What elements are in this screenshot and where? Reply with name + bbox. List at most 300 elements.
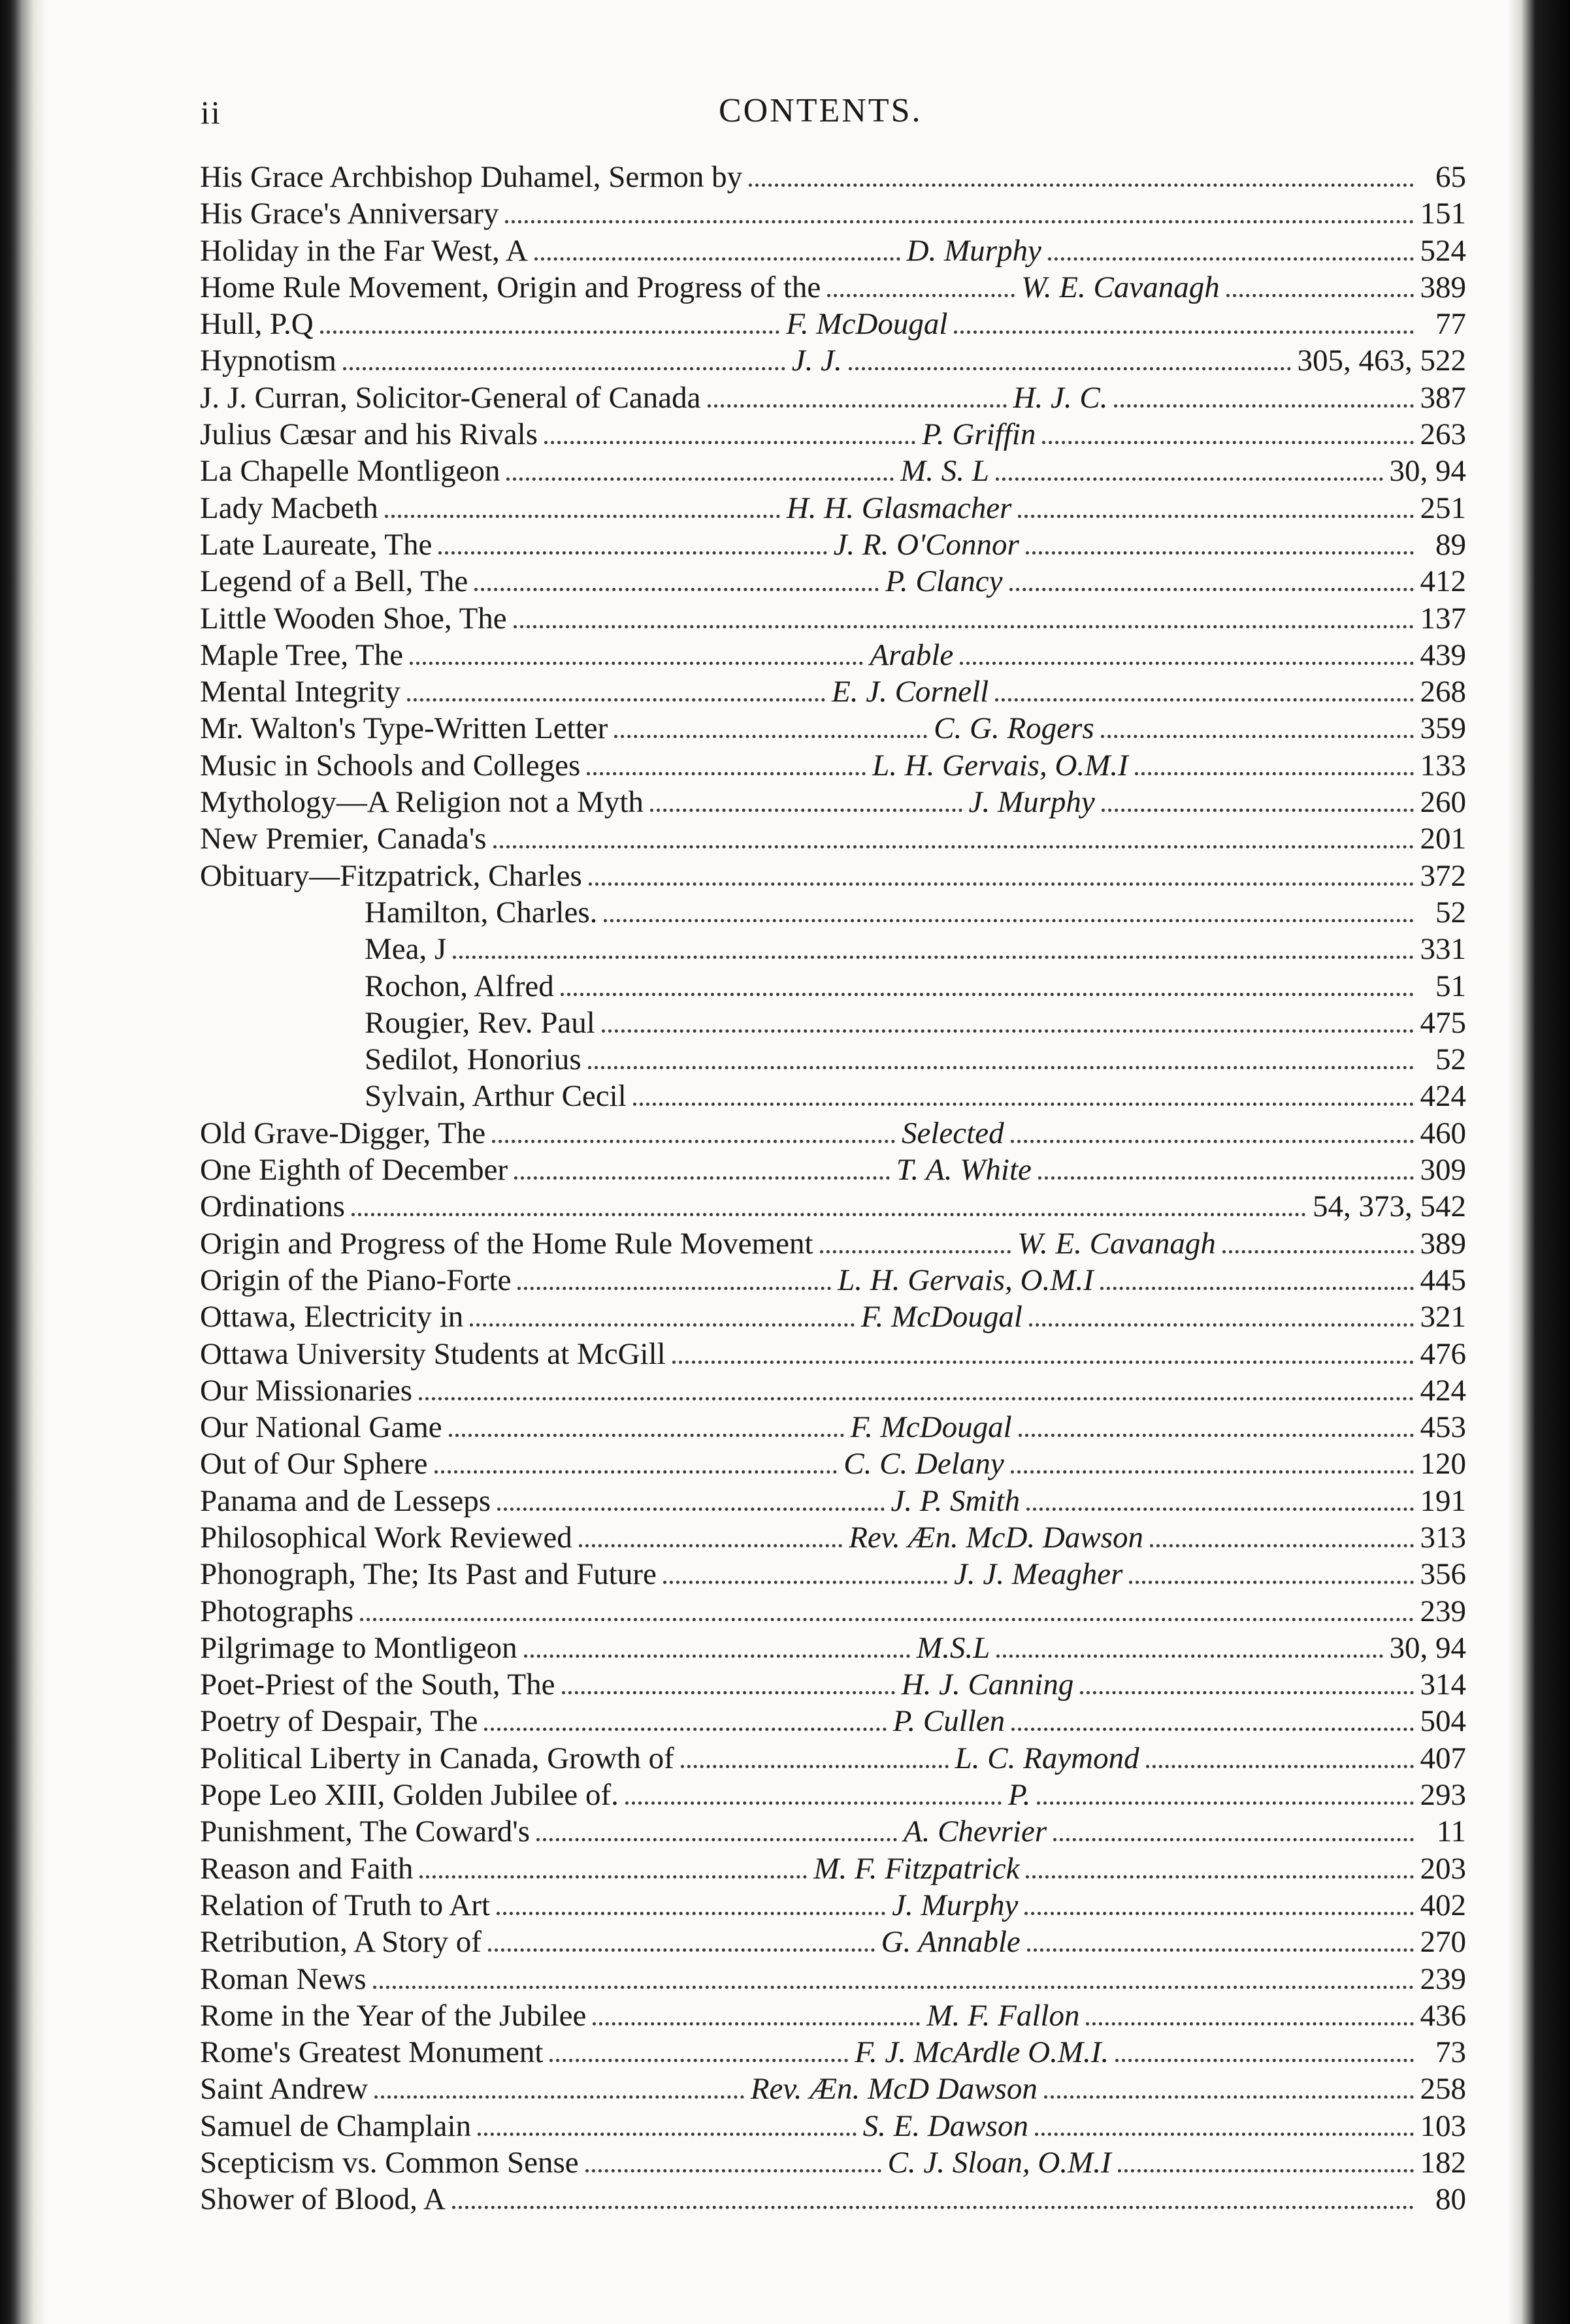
entry-author: S. E. Dawson (862, 2108, 1028, 2143)
entry-author: J. Murphy (968, 785, 1095, 820)
entry-author: M. S. L (900, 454, 989, 489)
entry-title: Hull, P.Q (200, 307, 314, 342)
contents-entry (200, 1005, 1466, 1041)
dot-leader (506, 474, 894, 481)
entry-title: Rome's Greatest Monument (200, 2035, 544, 2070)
entry-author: H. J. C. (1013, 380, 1108, 415)
dot-leader (517, 1283, 831, 1290)
dot-leader (1048, 254, 1414, 261)
dot-leader (1038, 1173, 1414, 1180)
entry-pages: 260 (1420, 785, 1466, 820)
contents-entry (200, 637, 1466, 673)
dot-leader (561, 990, 1414, 996)
entry-title: Holiday in the Far West, A (200, 233, 528, 268)
contents-entry (200, 1188, 1466, 1225)
entry-author: Selected (902, 1116, 1004, 1150)
contents-entry (200, 600, 1466, 637)
contents-entry (200, 894, 1466, 931)
contents-entry (200, 1225, 1466, 1262)
entry-pages: 103 (1420, 2108, 1467, 2143)
entry-author: P. Clancy (885, 564, 1003, 599)
dot-leader (827, 291, 1015, 297)
dot-leader (407, 695, 825, 702)
dot-leader (1026, 548, 1414, 555)
entry-pages: 80 (1435, 2182, 1466, 2217)
contents-entry (200, 195, 1466, 232)
dot-leader (749, 180, 1414, 187)
contents-entry (200, 342, 1466, 379)
entry-title: Maple Tree, The (200, 637, 404, 672)
entry-pages: 30, 94 (1389, 454, 1466, 489)
entry-author: G. Annable (881, 1925, 1021, 1960)
contents-entry (200, 490, 1466, 526)
dot-leader (497, 1504, 884, 1511)
dot-leader (625, 1798, 1002, 1805)
dot-leader (1146, 1762, 1414, 1768)
entry-author: P. Griffin (922, 417, 1036, 452)
entry-pages: 65 (1435, 160, 1466, 194)
dot-leader (1044, 2092, 1414, 2099)
entry-pages: 51 (1435, 969, 1466, 1003)
entry-author: L. C. Raymond (955, 1741, 1139, 1775)
entry-title: New Premier, Canada's (200, 822, 487, 856)
entry-pages: 407 (1420, 1741, 1467, 1775)
dot-leader (1115, 2056, 1414, 2062)
dot-leader (663, 1577, 947, 1584)
entry-author: J. P. Smith (891, 1483, 1021, 1518)
entry-author: W. E. Cavanagh (1017, 1226, 1216, 1261)
entry-pages: 251 (1420, 491, 1466, 525)
contents-entry (200, 2144, 1466, 2181)
entry-pages: 203 (1420, 1851, 1467, 1886)
entry-pages: 331 (1420, 932, 1466, 967)
dot-leader (470, 1320, 855, 1327)
entry-pages: 239 (1420, 1594, 1466, 1628)
dot-leader (1086, 2019, 1413, 2025)
contents-entry (200, 1041, 1466, 1078)
dot-leader (1009, 585, 1414, 591)
dot-leader (614, 732, 927, 738)
dot-leader (602, 1026, 1414, 1033)
contents-entry (200, 673, 1466, 710)
dot-leader (579, 1541, 843, 1547)
contents-entry (200, 1777, 1466, 1813)
contents-entry (200, 2071, 1466, 2107)
entry-title: Poetry of Despair, The (200, 1704, 478, 1739)
dot-leader (1026, 1872, 1413, 1879)
page-title: CONTENTS. (719, 92, 923, 129)
dot-leader (434, 1467, 838, 1474)
entry-author: L. H. Gervais, O.M.I (838, 1263, 1094, 1297)
contents-entry (200, 1483, 1466, 1519)
entry-title: Legend of a Bell, The (200, 564, 468, 599)
entry-title: Mythology—A Religion not a Myth (200, 785, 644, 820)
entry-author: M.S.L (916, 1630, 990, 1665)
entry-title: Mea, J (365, 932, 447, 967)
dot-leader (1101, 732, 1414, 738)
entry-title: Home Rule Movement, Origin and Progress of the (200, 270, 821, 304)
entry-pages: 120 (1420, 1447, 1466, 1481)
contents-entry (200, 968, 1466, 1005)
dot-leader (492, 1137, 895, 1143)
entry-pages: 239 (1420, 1961, 1466, 1996)
contents-list (200, 159, 1466, 2218)
entry-pages: 314 (1420, 1668, 1467, 1702)
contents-entry (200, 563, 1466, 600)
contents-entry (200, 159, 1466, 195)
entry-title: Rochon, Alfred (365, 969, 554, 1003)
dot-leader (343, 364, 785, 370)
entry-author: Rev. Æn. McD. Dawson (849, 1520, 1143, 1555)
dot-leader (1029, 1320, 1414, 1327)
dot-leader (960, 658, 1413, 665)
dot-leader (419, 1872, 807, 1879)
entry-title: Ordinations (200, 1189, 345, 1224)
contents-entry (200, 1961, 1466, 1997)
entry-title: Obituary—Fitzpatrick, Charles (200, 858, 582, 893)
entry-pages: 424 (1420, 1373, 1466, 1408)
entry-pages: 309 (1420, 1153, 1467, 1187)
contents-entry (200, 931, 1466, 967)
dot-leader (1114, 401, 1413, 408)
entry-pages: 305, 463, 522 (1297, 344, 1466, 378)
entry-title: Hamilton, Charles. (365, 895, 598, 929)
dot-leader (996, 474, 1383, 481)
entry-author: M. F. Fitzpatrick (813, 1851, 1020, 1886)
entry-pages: 137 (1420, 601, 1466, 636)
contents-entry (200, 2108, 1466, 2144)
entry-pages: 412 (1420, 564, 1466, 599)
entry-author: L. H. Gervais, O.M.I (872, 748, 1128, 783)
contents-entry (200, 747, 1466, 784)
dot-leader (1011, 1137, 1414, 1143)
entry-pages: 321 (1420, 1300, 1466, 1334)
entry-pages: 359 (1420, 711, 1466, 746)
entry-title: Origin and Progress of the Home Rule Movement (200, 1226, 813, 1261)
dot-leader (320, 327, 780, 334)
entry-author: Arable (870, 637, 954, 672)
entry-pages: 293 (1420, 1778, 1467, 1813)
dot-leader (474, 585, 879, 591)
entry-title: Saint Andrew (200, 2072, 368, 2106)
dot-leader (1024, 1909, 1413, 1915)
entry-pages: 436 (1420, 1998, 1467, 2033)
dot-leader (524, 1651, 910, 1658)
dot-leader (585, 2166, 881, 2172)
entry-title: Old Grave-Digger, The (200, 1116, 486, 1150)
dot-leader (587, 769, 866, 775)
dot-leader (1135, 769, 1414, 775)
entry-title: Sylvain, Arthur Cecil (365, 1079, 627, 1114)
dot-leader (1026, 1504, 1413, 1511)
dot-leader (672, 1357, 1414, 1364)
contents-entry (200, 306, 1466, 342)
entry-title: Mental Integrity (200, 675, 401, 709)
dot-leader (1150, 1541, 1414, 1547)
entry-pages: 201 (1420, 822, 1466, 856)
dot-leader (438, 548, 826, 555)
contents-entry (200, 1152, 1466, 1188)
contents-entry (200, 710, 1466, 747)
entry-author: Rev. Æn. McD Dawson (750, 2072, 1038, 2106)
contents-entry (200, 1409, 1466, 1445)
entry-pages: 504 (1420, 1704, 1467, 1739)
dot-leader (604, 916, 1414, 922)
entry-pages: 313 (1420, 1520, 1466, 1555)
entry-pages: 356 (1420, 1557, 1466, 1592)
dot-leader (1129, 1577, 1413, 1584)
dot-leader (549, 2056, 848, 2062)
entry-title: Ottawa, Electricity in (200, 1300, 464, 1334)
dot-leader (1035, 2129, 1414, 2136)
dot-leader (360, 1615, 1414, 1621)
dot-leader (478, 2129, 857, 2136)
entry-pages: 372 (1420, 858, 1466, 893)
entry-title: Roman News (200, 1961, 367, 1996)
entry-title: Julius Cæsar and his Rivals (200, 417, 538, 452)
dot-leader (1019, 1430, 1414, 1437)
contents-entry (200, 1813, 1466, 1850)
entry-author: F. McDougal (850, 1410, 1012, 1445)
entry-pages: 191 (1420, 1483, 1467, 1518)
dot-leader (681, 1762, 949, 1768)
dot-leader (820, 1247, 1011, 1253)
dot-leader (633, 1099, 1414, 1106)
entry-pages: 424 (1420, 1079, 1466, 1114)
dot-leader (449, 1430, 844, 1437)
dot-leader (849, 364, 1291, 370)
entry-title: Origin of the Piano-Forte (200, 1263, 512, 1297)
dot-leader (514, 1173, 890, 1180)
entry-pages: 460 (1420, 1116, 1467, 1150)
dot-leader (954, 327, 1414, 334)
dot-leader (534, 254, 900, 261)
entry-title: Rome in the Year of the Jubilee (200, 1998, 587, 2033)
contents-entry (200, 379, 1466, 416)
contents-entry (200, 1593, 1466, 1630)
entry-title: Ottawa University Students at McGill (200, 1336, 666, 1371)
dot-leader (1226, 291, 1414, 297)
contents-entry (200, 2181, 1466, 2218)
dot-leader (410, 658, 863, 665)
dot-leader (488, 1945, 875, 1952)
entry-author: F. McDougal (786, 307, 948, 342)
entry-title: La Chapelle Montligeon (200, 454, 500, 489)
contents-entry (200, 1630, 1466, 1666)
entry-pages: 77 (1435, 307, 1467, 342)
entry-title: Out of Our Sphere (200, 1447, 428, 1481)
entry-title: Political Liberty in Canada, Growth of (200, 1741, 674, 1775)
entry-author: F. J. McArdle O.M.I. (855, 2035, 1109, 2070)
dot-leader (1102, 805, 1414, 812)
right-page-edge (1508, 0, 1570, 2324)
dot-leader (484, 1724, 886, 1731)
contents-entry (200, 1299, 1466, 1335)
entry-title: Late Laureate, The (200, 527, 433, 562)
entry-title: Poet-Priest of the South, The (200, 1668, 555, 1702)
entry-title: J. J. Curran, Solicitor-General of Canada (200, 380, 701, 415)
dot-leader (493, 842, 1414, 848)
entry-author: P. Cullen (892, 1704, 1006, 1739)
entry-title: Lady Macbeth (200, 491, 378, 525)
entry-title: His Grace's Anniversary (200, 197, 499, 231)
dot-leader (589, 879, 1414, 886)
entry-author: C. C. Delany (843, 1447, 1004, 1481)
contents-entry (200, 1666, 1466, 1703)
entry-author: E. J. Cornell (832, 675, 989, 709)
dot-leader (1080, 1688, 1413, 1694)
contents-entry (200, 1887, 1466, 1924)
contents-entry (200, 416, 1466, 453)
entry-pages: 270 (1420, 1925, 1466, 1960)
entry-title: Samuel de Champlain (200, 2108, 472, 2143)
entry-title: His Grace Archbishop Duhamel, Sermon by (200, 160, 743, 194)
entry-title: Shower of Blood, A (200, 2182, 446, 2217)
dot-leader (536, 1835, 897, 1841)
entry-pages: 258 (1420, 2072, 1467, 2106)
dot-leader (995, 695, 1413, 702)
dot-leader (1053, 1835, 1414, 1841)
entry-pages: 475 (1420, 1005, 1466, 1040)
dot-leader (452, 2203, 1414, 2209)
entry-pages: 445 (1420, 1263, 1466, 1297)
contents-entry (200, 1703, 1466, 1739)
dot-leader (1037, 1798, 1413, 1805)
entry-title: Music in Schools and Colleges (200, 748, 581, 783)
entry-title: Sedilot, Honorius (365, 1042, 581, 1077)
entry-pages: 133 (1420, 748, 1467, 783)
entry-author: F. McDougal (860, 1300, 1022, 1334)
entry-pages: 439 (1420, 637, 1467, 672)
entry-title: Our Missionaries (200, 1373, 413, 1408)
dot-leader (1042, 438, 1413, 444)
dot-leader (1011, 1724, 1413, 1731)
entry-pages: 73 (1435, 2035, 1466, 2070)
entry-pages: 476 (1420, 1336, 1466, 1371)
contents-entry (200, 820, 1466, 857)
entry-pages: 11 (1436, 1815, 1466, 1849)
entry-pages: 182 (1420, 2146, 1467, 2180)
entry-pages: 402 (1420, 1888, 1467, 1922)
entry-pages: 263 (1420, 417, 1466, 452)
contents-entry (200, 1115, 1466, 1152)
contents-entry (200, 1078, 1466, 1114)
dot-leader (1018, 511, 1413, 518)
contents-entry (200, 1740, 1466, 1777)
entry-author: J. J. (791, 344, 842, 378)
entry-pages: 389 (1420, 270, 1467, 304)
entry-title: Hypnotism (200, 344, 336, 378)
dot-leader (497, 1909, 885, 1915)
entry-title: Little Wooden Shoe, The (200, 601, 507, 636)
entry-pages: 151 (1420, 197, 1466, 231)
entry-author: D. Murphy (906, 233, 1041, 268)
contents-entry (200, 1997, 1466, 2034)
entry-title: Scepticism vs. Common Sense (200, 2146, 579, 2180)
dot-leader (453, 952, 1413, 959)
entry-title: Reason and Faith (200, 1851, 414, 1886)
dot-leader (1222, 1247, 1414, 1253)
contents-entry (200, 526, 1466, 563)
contents-entry (200, 1519, 1466, 1556)
dot-leader (1027, 1945, 1414, 1952)
contents-entry (200, 233, 1466, 269)
dot-leader (593, 2019, 920, 2025)
contents-entry (200, 1372, 1466, 1409)
dot-leader (514, 622, 1414, 628)
dot-leader (419, 1394, 1413, 1400)
entry-pages: 524 (1420, 233, 1467, 268)
entry-title: Philosophical Work Reviewed (200, 1520, 572, 1555)
dot-leader (1011, 1467, 1414, 1474)
entry-author: C. G. Rogers (934, 711, 1094, 746)
contents-entry (200, 2034, 1466, 2071)
entry-author: J. R. O'Connor (833, 527, 1019, 562)
dot-leader (588, 1063, 1414, 1069)
entry-pages: 387 (1420, 380, 1467, 415)
entry-author: W. E. Cavanagh (1021, 270, 1220, 304)
entry-author: J. Murphy (892, 1888, 1019, 1922)
entry-author: M. F. Fallon (926, 1998, 1080, 2033)
contents-entry (200, 1262, 1466, 1299)
entry-title: Mr. Walton's Type-Written Letter (200, 711, 608, 746)
entry-title: Punishment, The Coward's (200, 1815, 530, 1849)
entry-title: Panama and de Lesseps (200, 1483, 491, 1518)
entry-author: C. J. Sloan, O.M.I (887, 2146, 1111, 2180)
contents-entry (200, 1445, 1466, 1482)
entry-pages: 89 (1435, 527, 1466, 562)
dot-leader (385, 511, 780, 518)
entry-title: Relation of Truth to Art (200, 1888, 490, 1922)
entry-title: Photographs (200, 1594, 353, 1628)
entry-title: Pope Leo XIII, Golden Jubilee of. (200, 1778, 619, 1813)
entry-pages: 389 (1420, 1226, 1467, 1261)
dot-leader (352, 1210, 1306, 1216)
entry-pages: 54, 373, 542 (1313, 1189, 1466, 1224)
contents-entry (200, 858, 1466, 894)
contents-entry (200, 1336, 1466, 1372)
dot-leader (996, 1651, 1382, 1658)
entry-title: One Eighth of December (200, 1153, 508, 1187)
entry-pages: 268 (1420, 675, 1466, 709)
dot-leader (544, 438, 915, 444)
entry-author: P. (1007, 1778, 1031, 1813)
contents-entry (200, 1850, 1466, 1887)
dot-leader (562, 1688, 895, 1694)
dot-leader (373, 1982, 1414, 1989)
entry-author: J. J. Meagher (953, 1557, 1123, 1592)
dot-leader (374, 2092, 744, 2099)
entry-title: Retribution, A Story of (200, 1925, 482, 1960)
entry-title: Our National Game (200, 1410, 442, 1445)
dot-leader (708, 401, 1007, 408)
page-number: ii (201, 94, 221, 131)
dot-leader (1118, 2166, 1414, 2172)
contents-entry (200, 784, 1466, 820)
left-page-edge (0, 0, 46, 2324)
entry-author: H. H. Glasmacher (786, 491, 1012, 525)
entry-author: A. Chevrier (903, 1815, 1047, 1849)
dot-leader (1100, 1283, 1414, 1290)
entry-title: Rougier, Rev. Paul (365, 1005, 595, 1040)
entry-pages: 52 (1435, 1042, 1466, 1077)
entry-pages: 453 (1420, 1410, 1467, 1445)
dot-leader (650, 805, 962, 812)
entry-title: Phonograph, The; Its Past and Future (200, 1557, 657, 1592)
entry-pages: 30, 94 (1389, 1630, 1466, 1665)
contents-entry (200, 1924, 1466, 1960)
entry-author: H. J. Canning (901, 1668, 1074, 1702)
